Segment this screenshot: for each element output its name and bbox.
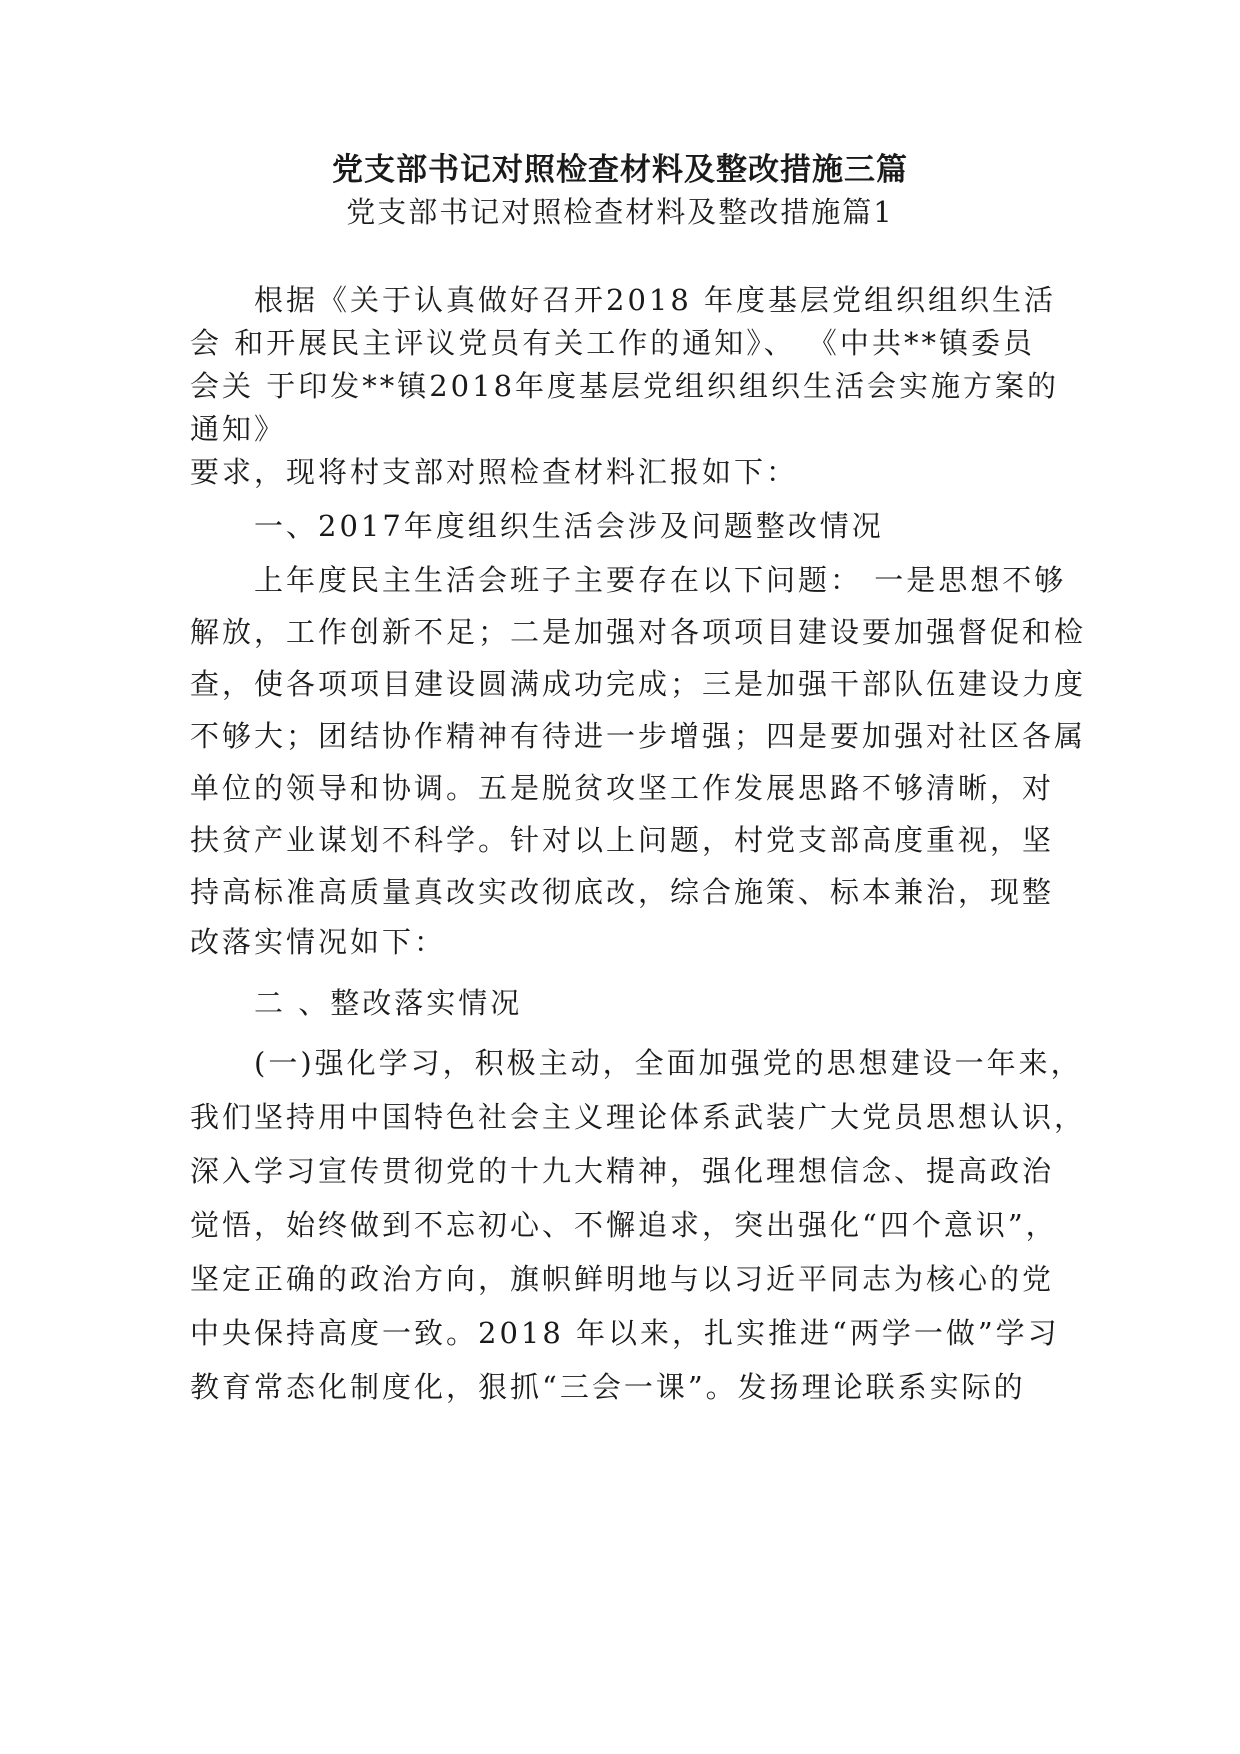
body-line: 觉悟，始终做到不忘初心、不懈追求，突出强化“四个意识”， [190, 1208, 1058, 1242]
section-heading: 一、2017年度组织生活会涉及问题整改情况 [254, 509, 884, 543]
body-line: 深入学习宣传贯彻党的十九大精神，强化理想信念、提高政治 [190, 1154, 1055, 1188]
body-line: 持高标准高质量真改实改彻底改，综合施策、标本兼治，现整 [190, 875, 1055, 909]
body-line: (一)强化学习，积极主动，全面加强党的思想建设一年来， [254, 1046, 1083, 1080]
body-line: 解放，工作创新不足；二是加强对各项项目建设要加强督促和检 [190, 615, 1087, 649]
body-line: 要求，现将村支部对照检查材料汇报如下： [190, 455, 799, 489]
body-line: 查，使各项项目建设圆满成功完成；三是加强干部队伍建设力度 [190, 667, 1087, 701]
body-line: 会 和开展民主评议党员有关工作的通知》、 《中共**镇委员 [190, 326, 1035, 360]
body-line: 中央保持高度一致。2018 年以来，扎实推进“两学一做”学习 [190, 1316, 1060, 1350]
body-line: 我们坚持用中国特色社会主义理论体系武装广大党员思想认识， [190, 1100, 1087, 1134]
body-line: 通知》 [190, 412, 287, 446]
body-line: 根据《关于认真做好召开2018 年度基层党组织组织生活 [254, 283, 1057, 317]
body-line: 上年度民主生活会班子主要存在以下问题： 一是思想不够 [254, 563, 1067, 597]
section-heading: 二 、整改落实情况 [254, 986, 523, 1020]
body-line: 教育常态化制度化，狠抓“三会一课”。发扬理论联系实际的 [190, 1370, 1026, 1404]
document-subtitle: 党支部书记对照检查材料及整改措施篇1 [346, 195, 894, 229]
body-line: 不够大；团结协作精神有待进一步增强；四是要加强对社区各属 [190, 719, 1087, 753]
body-line: 扶贫产业谋划不科学。针对以上问题，村党支部高度重视，坚 [190, 823, 1055, 857]
body-line: 会关 于印发**镇2018年度基层党组织组织生活会实施方案的 [190, 369, 1060, 403]
document-title: 党支部书记对照检查材料及整改措施三篇 [332, 152, 908, 188]
body-line: 坚定正确的政治方向，旗帜鲜明地与以习近平同志为核心的党 [190, 1262, 1055, 1296]
body-line: 单位的领导和协调。五是脱贫攻坚工作发展思路不够清晰，对 [190, 771, 1055, 805]
body-line: 改落实情况如下： [190, 925, 447, 959]
